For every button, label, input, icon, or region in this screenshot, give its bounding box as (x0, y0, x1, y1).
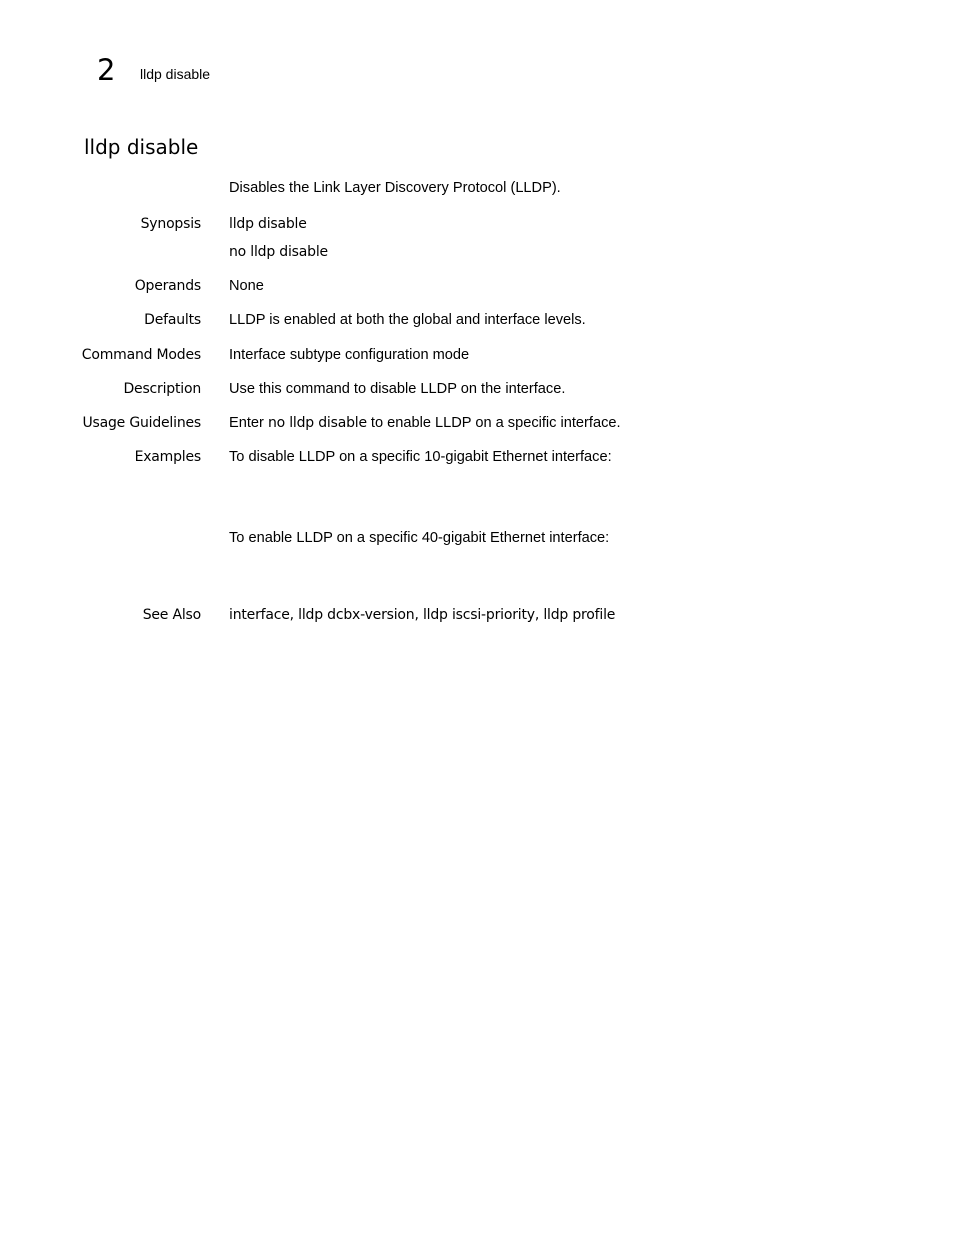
description-label: Description (123, 381, 201, 397)
see-also-links (229, 607, 615, 624)
defaults-text: LLDP is enabled at both the global and interface levels. (229, 312, 586, 328)
see-also-separator: , (534, 607, 544, 623)
see-also-link-interface[interactable]: interface (229, 607, 290, 623)
see-also-separator: , (414, 607, 423, 623)
running-header-title: lldp disable (140, 66, 211, 82)
usage-guidelines-text (229, 415, 621, 432)
see-also-link-lldp-dcbx-version[interactable]: lldp dcbx-version (298, 607, 415, 623)
see-also-link-lldp-profile[interactable]: lldp profile (543, 607, 616, 623)
synopsis-command: lldp disable (229, 216, 307, 232)
usage-guidelines-suffix: to enable LLDP on a specific interface. (366, 415, 621, 431)
usage-guidelines-prefix: Enter (229, 415, 268, 431)
page-title: lldp disable (84, 135, 199, 159)
description-text: Use this command to disable LLDP on the interface. (229, 381, 566, 397)
synopsis-no-command: no lldp disable (229, 244, 328, 260)
defaults-label: Defaults (144, 312, 201, 328)
operands-label: Operands (134, 278, 201, 294)
command-modes-text: Interface subtype configuration mode (229, 347, 470, 363)
examples-label: Examples (134, 449, 201, 465)
example-1-text: To disable LLDP on a specific 10-gigabit Ethernet interface: (229, 449, 612, 465)
usage-guidelines-command: no lldp disable (267, 415, 367, 431)
usage-guidelines-label: Usage Guidelines (82, 415, 201, 431)
chapter-number: 2 (97, 53, 116, 87)
operands-text: None (229, 278, 264, 294)
synopsis-label: Synopsis (140, 216, 201, 232)
command-modes-label: Command Modes (81, 347, 201, 363)
see-also-separator: , (289, 607, 299, 623)
see-also-link-lldp-iscsi-priority[interactable]: lldp iscsi-priority (422, 607, 535, 623)
see-also-label: See Also (142, 607, 201, 623)
example-2-text: To enable LLDP on a specific 40-gigabit Ethernet interface: (229, 530, 610, 546)
intro-text: Disables the Link Layer Discovery Protocol (LLDP). (229, 180, 561, 196)
